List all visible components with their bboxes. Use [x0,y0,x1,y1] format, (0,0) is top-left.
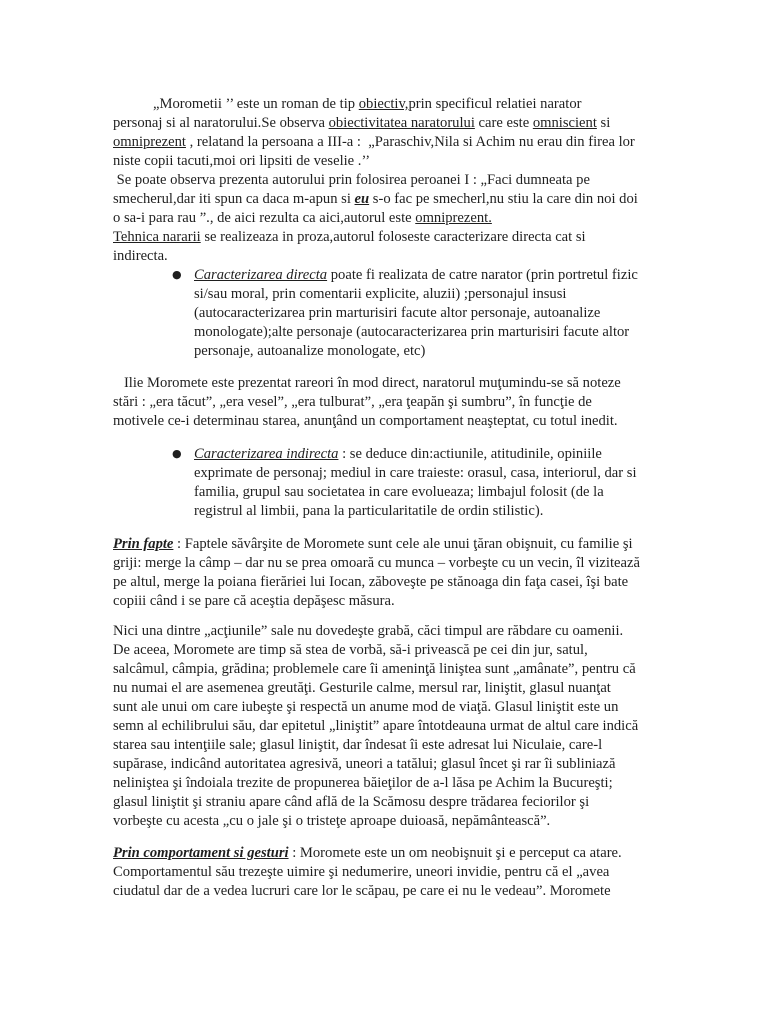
emphasized-word: eu [354,191,370,207]
text-line: supărase, indicând autoritatea agresivă, uneori a tatălui; glasul încet şi rar îi subliniază [113,756,616,772]
underlined-term: omniprezent [113,134,186,150]
text-line: niste copii tacuti,moi ori lipsiti de veselie .’’ [113,153,371,169]
text-line: Tehnica nararii se realizeaza in proza,autorul foloseste caracterizare directa cat si [113,229,586,245]
text-line: sunt ale unui om care iubeşte şi respectă un anume mod de viaţă. Glasul liniştit este un [113,699,619,715]
text-line: smecherul,dar iti spun ca daca m-apun si eu s-o fac pe smecherl,nu stiu la care din noi doi [113,191,638,207]
underlined-term: obiectiv, [358,96,409,112]
text-line: Caracterizarea directa poate fi realizata de catre narator (prin portretul fizic [194,267,638,283]
text-line: De aceea, Moromete are timp să stea de vorbă, să-i privească pe cei din jur, satul, [113,642,588,658]
text-line: motivele ce-i determinau starea, anunţând un comportament neaşteptat, cu totul inedit. [113,413,618,429]
text-line: salcâmul, câmpia, grădina; problemele care îi ameninţă liniştea sunt „amânate”, pentru că [113,661,636,677]
text-line: Prin comportament si gesturi : Moromete este un om neobişnuit şi e perceput ca atare. [113,845,622,861]
text-line: registrul al limbii, pana la particularitatile de ordin stilistic). [194,503,544,519]
text-line: glasul liniştit şi straniu apare când află de la Scămosu despre trădarea feciorilor şi [113,794,590,810]
text-line: vorbeşte cu acesta „cu o jale şi o tristeţe aproape duioasă, nepământească”. [113,813,551,829]
text-line: starea sau intenţiile sale; glasul liniştit, dar îndesat îi este adresat lui Niculaie, care-l [113,737,603,753]
text-line: neliniştea şi îndoiala trezite de propunerea băieţilor de a-l lăsa pe Achim la Bucureşti; [113,775,613,791]
underlined-term: omniscient [532,115,597,131]
text-line: (autocaracterizarea prin marturisiri facute altor personaje, autoanalize [194,305,601,321]
text-line: nu numai el are asemenea greutăţi. Gesturile calme, mersul rar, liniştit, glasul nuanţat [113,680,611,696]
text-line: exprimate de personaj; mediul in care traieste: orasul, casa, interiorul, dar si [194,465,637,481]
text-line: semn al echilibrului său, dar epitetul „liniştit” apare întotdeauna urmat de altul care indică [113,718,639,734]
section-heading: Prin fapte [113,536,174,552]
text-line: stări : „era tăcut”, „era vesel”, „era tulburat”, „era ţeapăn şi sumbru”, în funcţie de [113,394,592,410]
text-line: monologate);alte personaje (autocaracterizarea prin marturisiri facute altor [194,324,630,340]
text-line: griji: merge la câmp – dar nu se prea omoară cu munca – vorbeşte cu un vecin, îl vizitează [113,555,640,571]
text-line: „Morometii ’’ este un roman de tip obiectiv,prin specificul relatiei narator [153,96,582,112]
text-line: indirecta. [113,248,168,264]
text-line: Ilie Moromete este prezentat rareori în mod direct, naratorul muţumindu-se să noteze [113,375,621,391]
text-line: copiii când i se pare că aceştia depăşesc măsura. [113,593,395,609]
text-line: personaj si al naratorului.Se observa obiectivitatea naratorului care este omniscient si [113,115,611,131]
bullet-icon: ● [172,447,182,460]
text-line: Nici una dintre „acţiunile” sale nu dovedeşte grabă, căci timpul are răbdare cu oamenii. [113,623,624,639]
underlined-term: omniprezent. [415,210,492,226]
bullet-term: Caracterizarea indirecta [194,446,339,462]
text-line: personaje, autoanalize monologate, etc) [194,343,426,359]
section-heading: Prin comportament si gesturi [113,845,289,861]
text-line: si/sau moral, prin comentarii explicite, aluzii) ;personajul insusi [194,286,567,302]
text-line: Se poate observa prezenta autorului prin folosirea peroanei I : „Faci dumneata pe [113,172,590,188]
bullet-term: Caracterizarea directa [194,267,328,283]
underlined-term: Tehnica nararii [113,229,201,245]
text-line: Prin fapte : Faptele săvârşite de Moromete sunt cele ale unui ţăran obişnuit, cu familie şi [113,536,633,552]
underlined-term: obiectivitatea naratorului [328,115,475,131]
bullet-icon: ● [172,268,182,281]
text-line: pe altul, merge la poiana fierăriei lui Iocan, zăboveşte pe stănoaga din faţa casei, îşi bate [113,574,629,590]
text-line: Caracterizarea indirecta : se deduce din:actiunile, atitudinile, opiniile [194,446,602,462]
text-line: familia, grupul sau societatea in care evolueaza; limbajul folosit (de la [194,484,604,500]
text-line: omniprezent , relatand la persoana a III-a : „Paraschiv,Nila si Achim nu erau din firea lor [113,134,635,150]
text-line: o sa-i para rau ”., de aici rezulta ca aici,autorul este omniprezent. [113,210,492,226]
text-line: ciudatul dar de a vedea lucruri care lor le scăpau, pe care ei nu le vedeau”. Moromete [113,883,611,899]
text-line: Comportamentul său trezeşte uimire şi nedumerire, uneori invidie, pentru că el „avea [113,864,610,880]
